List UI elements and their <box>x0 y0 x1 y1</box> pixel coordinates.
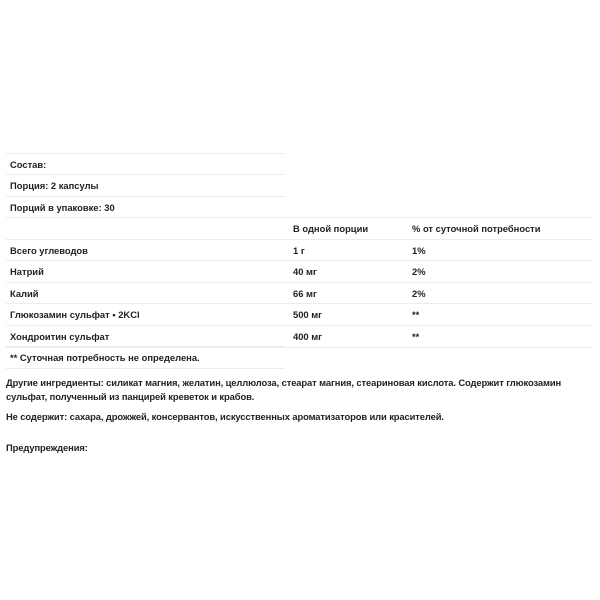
table-header <box>6 217 592 239</box>
other-ingredients: Другие ингредиенты: силикат магния, желатин, целлюлоза, стеарат магния, стеариновая кислота. Содержит глюкозамин сульфат, полученный из панцирей креветок и крабов. <box>6 377 562 402</box>
servings-per-container: Порций в упаковке: 30 <box>10 202 115 213</box>
serving-size: Порция: 2 капсулы <box>10 180 99 191</box>
nutrient-name: Калий <box>10 288 39 299</box>
info-row <box>6 174 285 196</box>
nutrient-dv: ** <box>412 331 420 342</box>
table-row <box>6 282 592 304</box>
info-row <box>6 153 285 175</box>
table-row <box>6 325 592 348</box>
nutrient-amount: 40 мг <box>293 266 317 277</box>
nutrient-amount: 500 мг <box>293 309 323 320</box>
nutrient-amount: 1 г <box>293 245 305 256</box>
nutrient-name: Глюкозамин сульфат • 2KCl <box>10 309 140 320</box>
nutrient-name: Всего углеводов <box>10 245 88 256</box>
nutrient-dv: 1% <box>412 245 426 256</box>
header-daily-value: % от суточной потребности <box>412 223 541 234</box>
table-row <box>6 303 592 325</box>
header-per-serving: В одной порции <box>293 223 369 234</box>
footnote: ** Суточная потребность не определена. <box>10 352 200 363</box>
warnings-heading: Предупреждения: <box>6 442 88 453</box>
table-row <box>6 239 592 261</box>
nutrient-name: Натрий <box>10 266 44 277</box>
nutrient-dv: ** <box>412 309 420 320</box>
info-row <box>6 196 285 218</box>
nutrient-dv: 2% <box>412 288 426 299</box>
free-of: Не содержит: сахара, дрожжей, консервантов, искусственных ароматизаторов или красителей. <box>6 411 444 422</box>
table-row <box>6 260 592 282</box>
nutrient-amount: 66 мг <box>293 288 317 299</box>
nutrient-dv: 2% <box>412 266 426 277</box>
nutrient-amount: 400 мг <box>293 331 323 342</box>
footnote-row <box>6 346 285 369</box>
nutrient-name: Хондроитин сульфат <box>10 331 110 342</box>
composition-label: Состав: <box>10 159 47 170</box>
